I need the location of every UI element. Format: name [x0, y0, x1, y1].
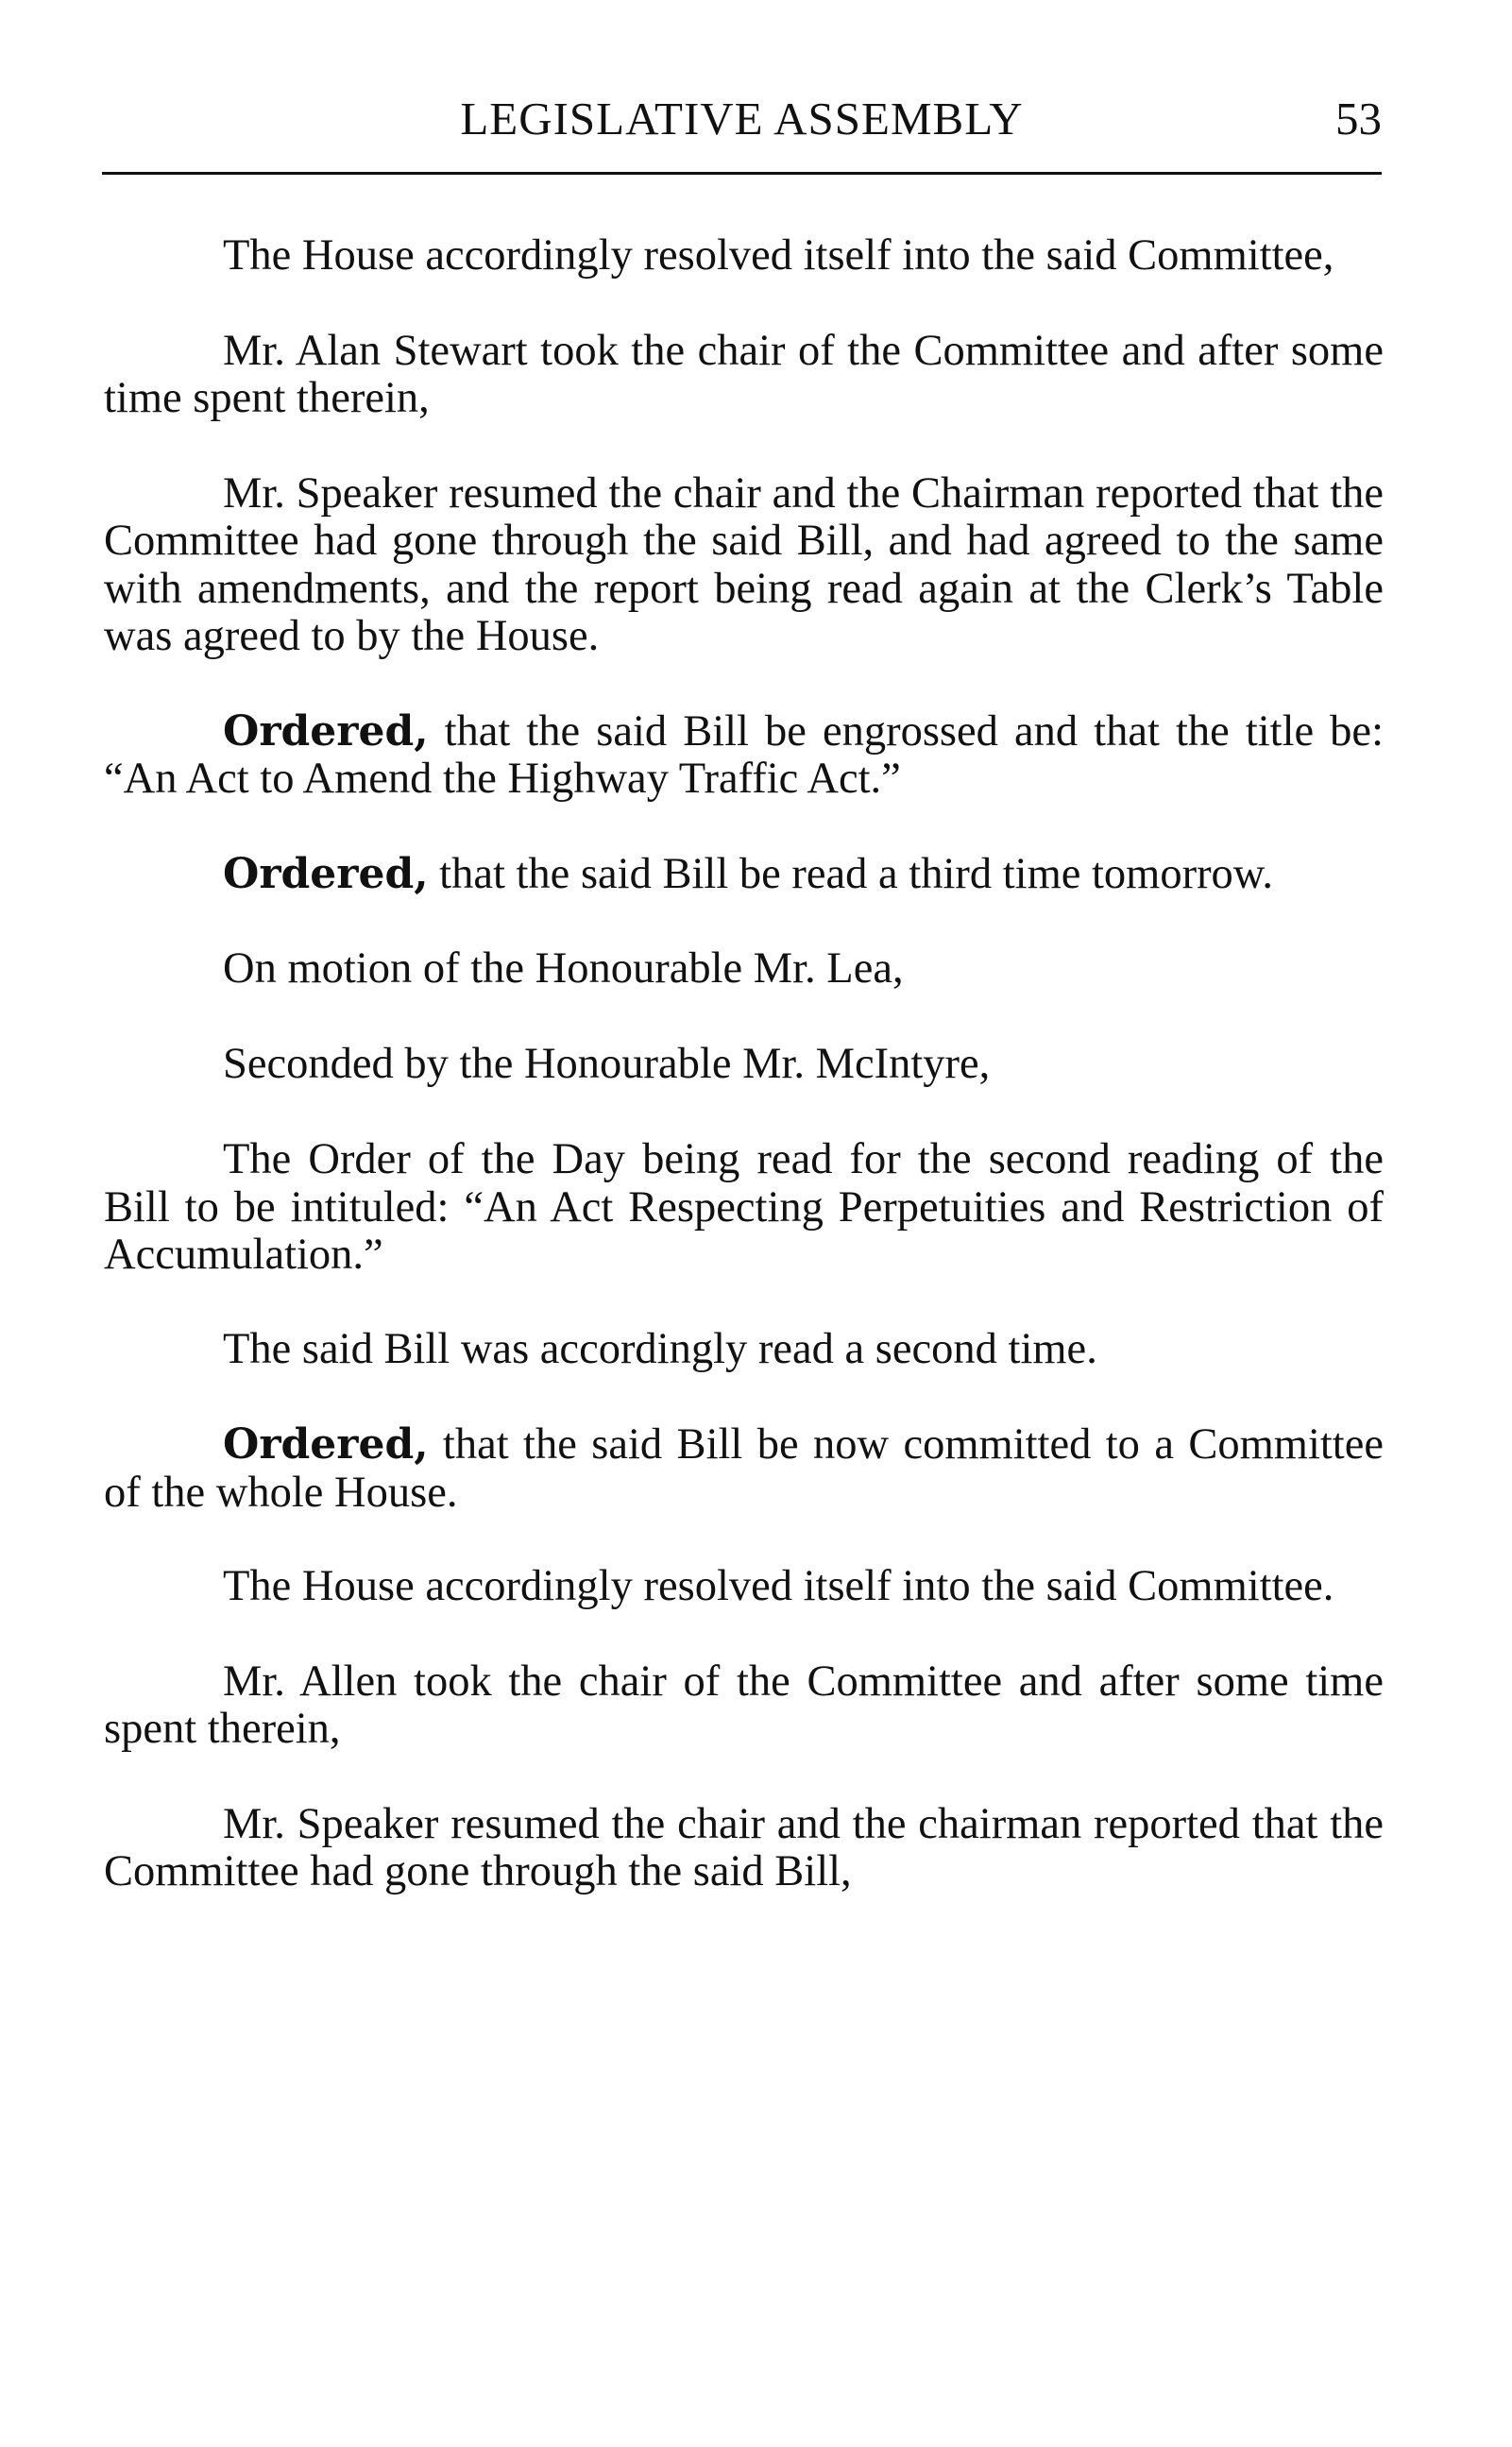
paragraph	[104, 945, 1384, 994]
paragraph-text: that the said Bill be now committed to a Committee of the whole House.	[104, 1420, 1384, 1517]
page-number: 53	[1335, 93, 1382, 144]
paragraph	[104, 1136, 1384, 1280]
paragraph	[104, 470, 1384, 661]
running-title: LEGISLATIVE ASSEMBLY	[460, 93, 1024, 144]
paragraph	[104, 232, 1384, 280]
paragraph	[104, 851, 1384, 899]
body-text	[104, 232, 1384, 1896]
paragraph-text: that the said Bill be read a third time tomorrow.	[428, 849, 1273, 898]
paragraph	[104, 708, 1384, 804]
paragraph-text: Mr. Allen took the chair of the Committee and after some time spent therein,	[104, 1657, 1384, 1753]
paragraph-text: Mr. Alan Stewart took the chair of the Committee and after some time spent therein,	[104, 326, 1384, 422]
paragraph-text: On motion of the Honourable Mr. Lea,	[223, 944, 904, 993]
paragraph	[104, 1326, 1384, 1374]
paragraph-text: that the said Bill be engrossed and that the title be: “An Act to Amend the Highway Traffic Act.”	[104, 706, 1384, 803]
ordered-lead: Ordered,	[223, 1420, 429, 1469]
ordered-lead: Ordered,	[223, 849, 429, 898]
paragraph	[104, 1041, 1384, 1089]
page-header	[102, 91, 1382, 147]
paragraph	[104, 1658, 1384, 1754]
paragraph	[104, 1801, 1384, 1896]
paragraph	[104, 1421, 1384, 1517]
paragraph-text: Mr. Speaker resumed the chair and the Chairman reported that the Committee had gone through the said Bill, and had agreed to the same with amendments, and the report being read again at the Clerk’s Table was agreed to by the House.	[104, 468, 1384, 660]
ordered-lead: Ordered,	[223, 706, 429, 756]
paragraph-text: The House accordingly resolved itself into the said Committee,	[223, 231, 1334, 280]
paragraph-text: The Order of the Day being read for the second reading of the Bill to be intituled: “An Act Respecting Perpetuities and Restriction of Accumulation.”	[104, 1135, 1384, 1279]
paragraph-text: The House accordingly resolved itself into the said Committee.	[223, 1562, 1334, 1610]
paragraph	[104, 1563, 1384, 1611]
paragraph-text: Seconded by the Honourable Mr. McIntyre,	[223, 1039, 991, 1088]
paragraph-text: Mr. Speaker resumed the chair and the chairman reported that the Committee had gone through the said Bill,	[104, 1799, 1384, 1895]
header-rule	[102, 172, 1382, 175]
paragraph-text: The said Bill was accordingly read a second time.	[223, 1324, 1097, 1373]
paragraph	[104, 328, 1384, 423]
